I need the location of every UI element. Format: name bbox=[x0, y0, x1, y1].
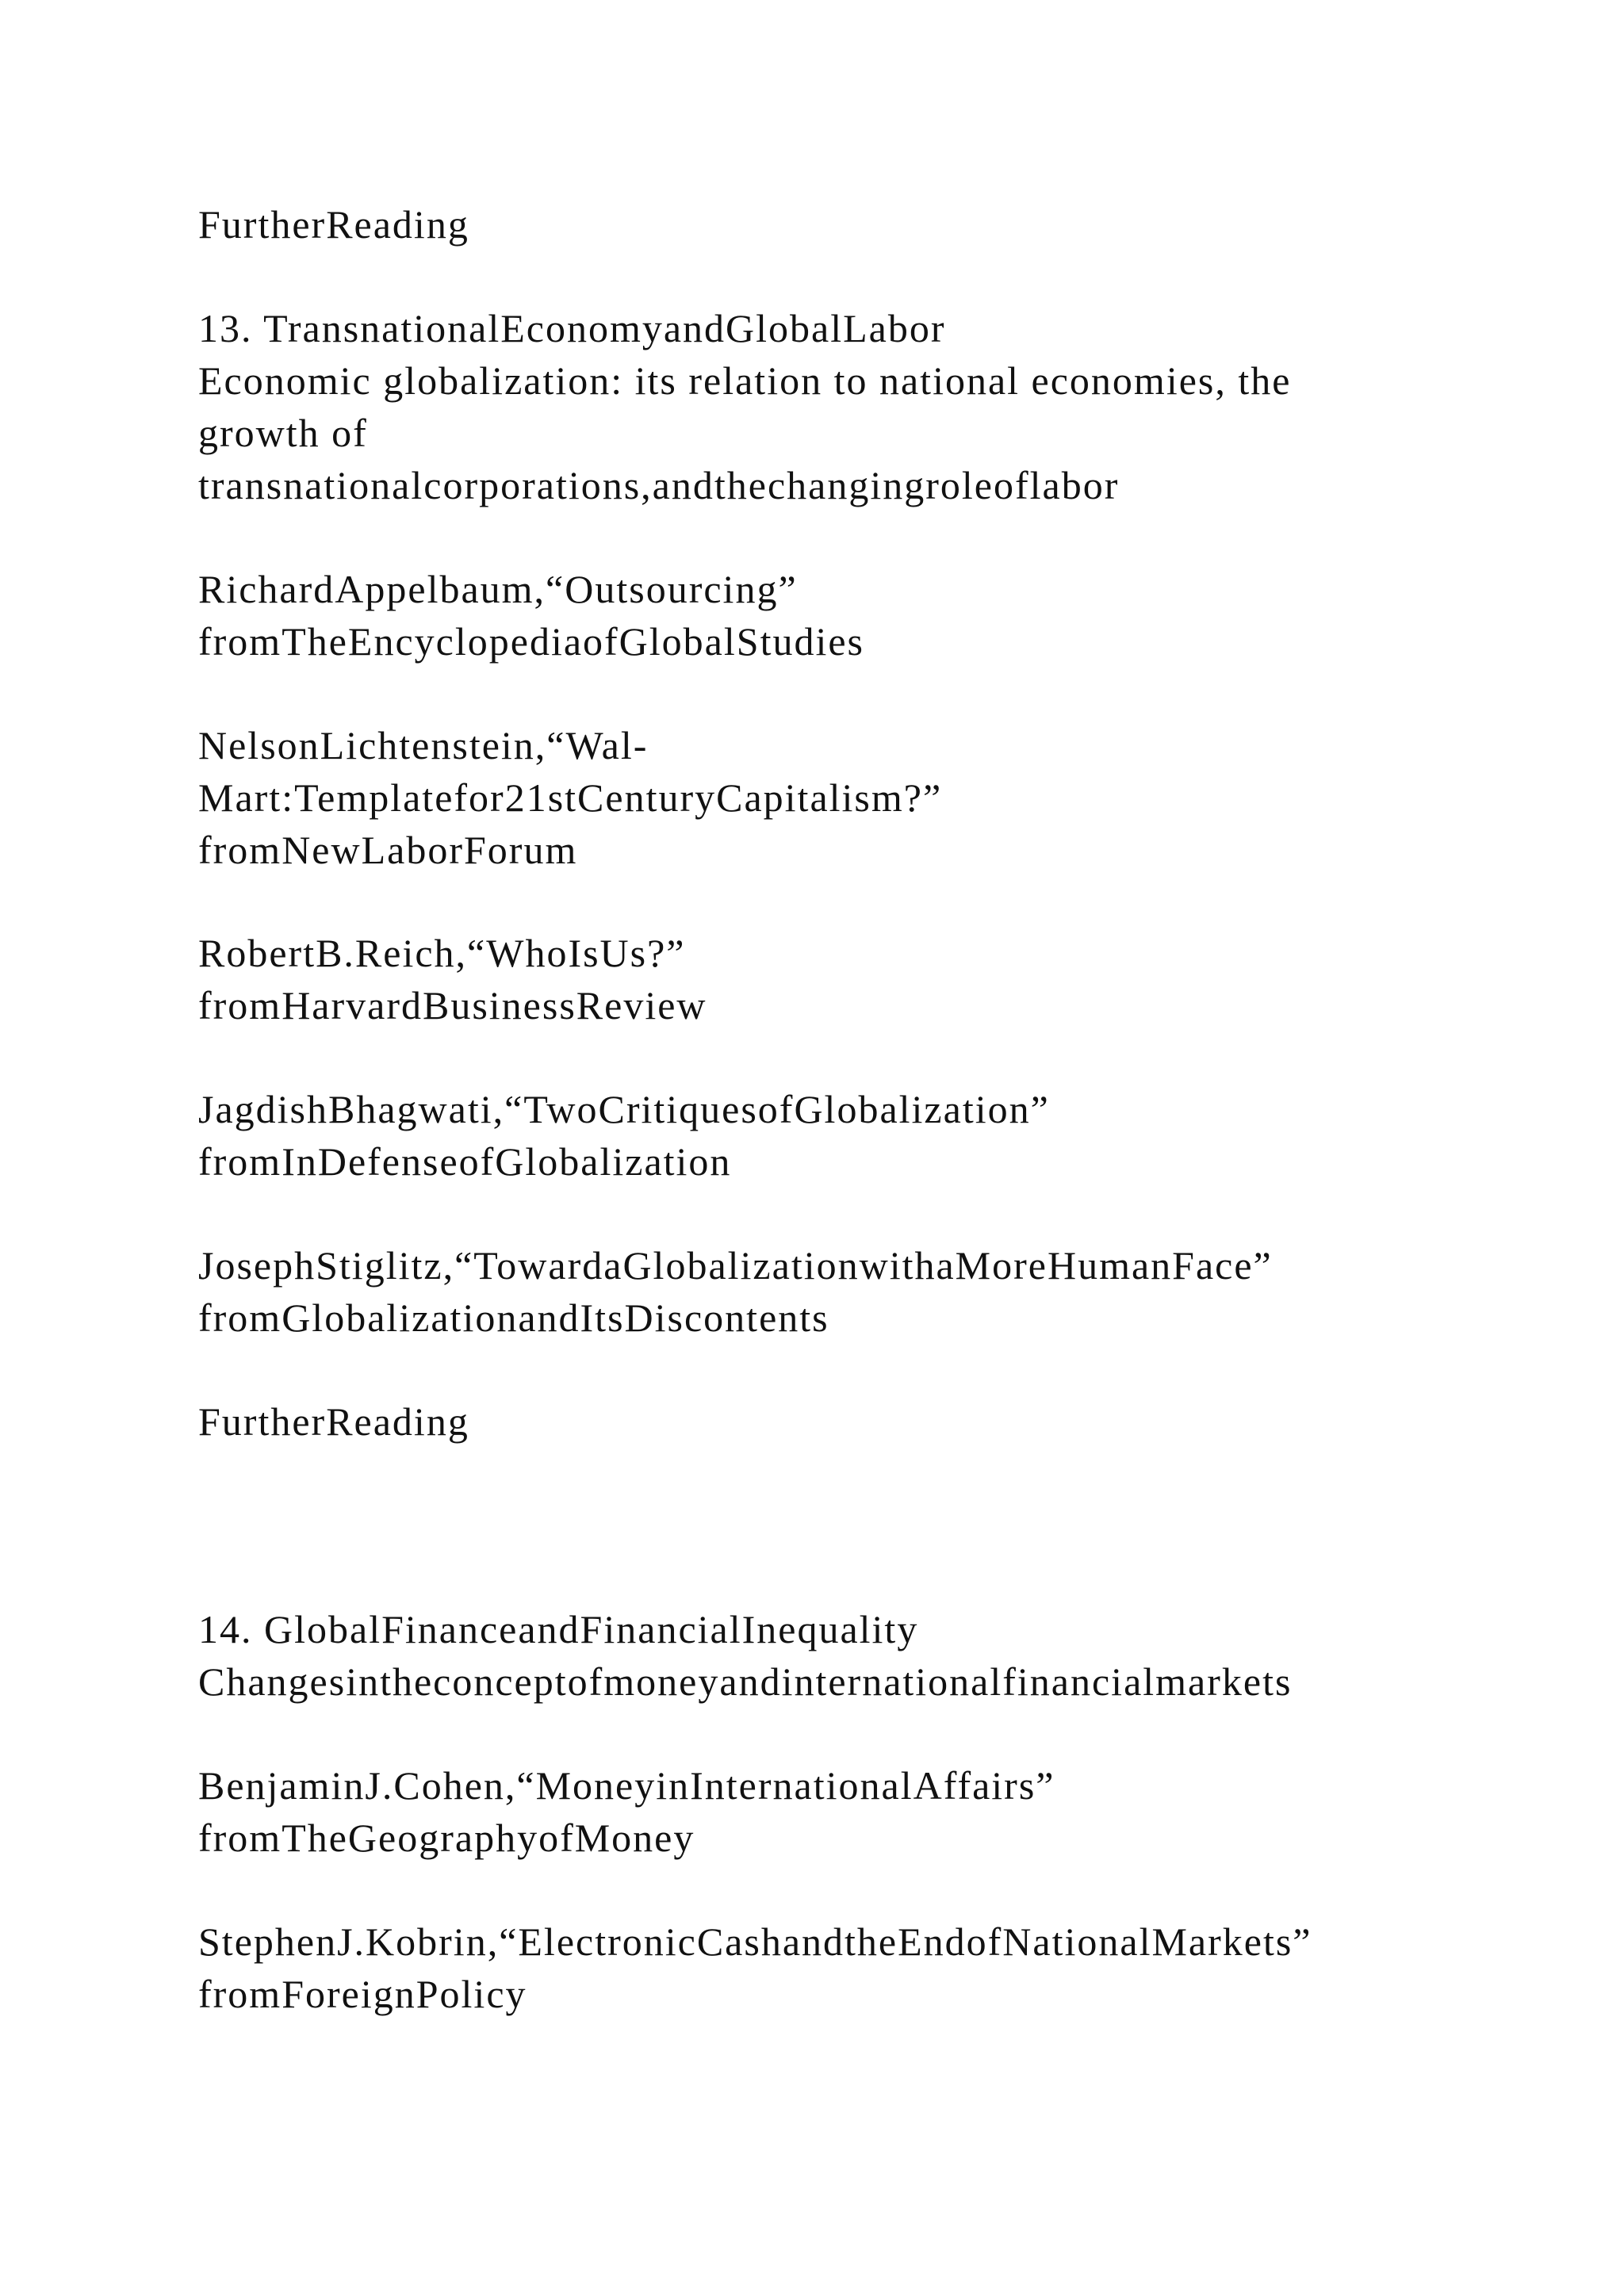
chapter-description: growth of bbox=[198, 411, 368, 455]
reading-source: fromGlobalizationandItsDiscontents bbox=[198, 1295, 829, 1340]
reading-source: fromInDefenseofGlobalization bbox=[198, 1139, 732, 1184]
reading-source: fromForeignPolicy bbox=[198, 1972, 527, 2016]
text-line: FurtherReading bbox=[198, 202, 469, 247]
reading-source: fromTheGeographyofMoney bbox=[198, 1816, 695, 1860]
reading-title: JosephStiglitz,“TowardaGlobalizationwithaMoreHumanFace” bbox=[198, 1243, 1273, 1288]
further-reading-heading bbox=[198, 198, 1499, 251]
chapter-description: Changesintheconceptofmoneyandinternationalfinancialmarkets bbox=[198, 1659, 1293, 1704]
reading-title: StephenJ.Kobrin,“ElectronicCashandtheEndofNationalMarkets” bbox=[198, 1919, 1312, 1964]
reading-entry-kobrin bbox=[198, 1915, 1499, 2020]
reading-title: Mart:Templatefor21stCenturyCapitalism?” bbox=[198, 775, 943, 820]
chapter-title: 14. GlobalFinanceandFinancialInequality bbox=[198, 1607, 919, 1651]
reading-entry-reich bbox=[198, 927, 1499, 1031]
reading-title: RobertB.Reich,“WhoIsUs?” bbox=[198, 931, 686, 975]
chapter-title: 13. TransnationalEconomyandGlobalLabor bbox=[198, 306, 946, 350]
further-reading-heading bbox=[198, 1395, 1499, 1448]
reading-title: JagdishBhagwati,“TwoCritiquesofGlobalization” bbox=[198, 1087, 1050, 1131]
reading-source: fromTheEncyclopediaofGlobalStudies bbox=[198, 619, 864, 664]
chapter-13-heading bbox=[198, 302, 1499, 511]
reading-entry-stiglitz bbox=[198, 1239, 1499, 1344]
chapter-14-heading bbox=[198, 1603, 1499, 1708]
chapter-description: Economic globalization: its relation to national economies, the bbox=[198, 358, 1292, 403]
text-line: FurtherReading bbox=[198, 1399, 469, 1444]
reading-entry-appelbaum bbox=[198, 563, 1499, 668]
reading-title: NelsonLichtenstein,“Wal- bbox=[198, 723, 649, 767]
reading-entry-lichtenstein bbox=[198, 719, 1499, 876]
reading-source: fromHarvardBusinessReview bbox=[198, 983, 707, 1027]
reading-title: RichardAppelbaum,“Outsourcing” bbox=[198, 567, 798, 611]
reading-entry-cohen bbox=[198, 1759, 1499, 1864]
chapter-description: transnationalcorporations,andthechangingroleoflabor bbox=[198, 463, 1120, 507]
reading-source: fromNewLaborForum bbox=[198, 828, 578, 872]
reading-title: BenjaminJ.Cohen,“MoneyinInternationalAffairs” bbox=[198, 1763, 1055, 1808]
reading-entry-bhagwati bbox=[198, 1083, 1499, 1188]
